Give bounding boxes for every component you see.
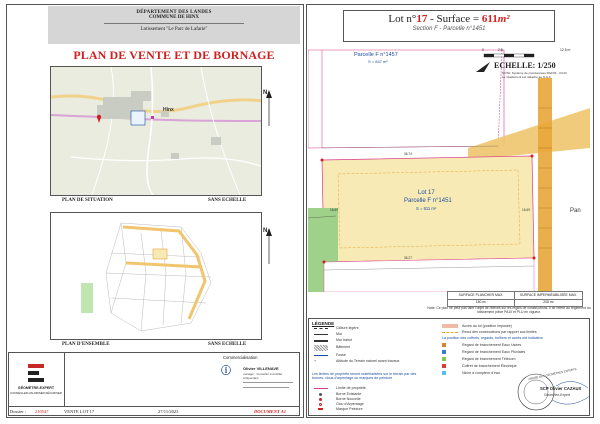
dim-top: 36.74	[404, 152, 412, 156]
lot-area: S = 611 m²	[416, 206, 437, 211]
surface-label: - Surface =	[427, 13, 482, 25]
legend-marker: Marque Peinture	[336, 407, 363, 411]
lot-label: VENTE LOT 17	[64, 409, 95, 414]
plan-note: Note: Ce plan ne peut pas faire l'objet de relevés sur les règles de constructions. Il se réfère au règlement du lotissement pièce PA10 et PLU en vigueur.	[427, 306, 591, 314]
table-cell-1: 150 m²	[448, 299, 515, 306]
contact-line	[243, 382, 293, 383]
ensemble-caption-left: PLAN D'ENSEMBLE	[62, 342, 110, 347]
date-value: 27/11/2023	[158, 409, 179, 414]
parcel-label: Parcelle F n°1451	[404, 198, 452, 204]
stamp-line-3: Géomètre-Expert	[544, 393, 571, 397]
legend-right-item: Regard de branchement Eaux Usées	[462, 343, 522, 347]
contact-line	[243, 387, 289, 388]
legend-boundary-swatch	[314, 388, 328, 389]
legend-marker: Borne Nouvelle	[336, 397, 361, 401]
table-cell-2: 208 m²	[543, 300, 554, 304]
legend-water-meter-icon	[442, 371, 446, 375]
legend-item: Bâtiment	[336, 345, 351, 349]
legend-item: Altitude du Terrain naturel avant travaux	[336, 359, 400, 363]
legend-right-item: Niche à compteur d'eau	[462, 371, 500, 375]
north-label: N	[263, 228, 268, 234]
commune-text: COMMUNE DE HINX	[149, 15, 199, 20]
scale-note-2: Le nivellement est rattaché au N.G.F.	[502, 75, 552, 79]
scale-tick-1: 2.5	[498, 48, 503, 52]
legend-paint-icon	[318, 408, 323, 410]
scale-note-1: NOTA: Système de coordonnées RGF93 - CC43	[502, 71, 567, 75]
legend-right-item: Recul des constructions par rapport aux limites	[462, 330, 537, 334]
stamp-line-2: SCP Olivier CAZAUX	[540, 386, 582, 391]
dim-right: 16.69	[522, 208, 530, 212]
legend-setback-swatch	[442, 332, 458, 334]
scale-label: ECHELLE: 1/250	[494, 61, 556, 70]
legend-rainwater-icon	[442, 350, 446, 354]
geometre-stamp	[512, 366, 592, 414]
surface-value: 611	[481, 13, 498, 25]
legend-marker-list	[312, 386, 422, 416]
scale-tick-0: 0	[482, 48, 484, 52]
lot-prefix: Lot n°	[388, 13, 417, 25]
legend-item: Mur	[336, 332, 343, 336]
legend-right-item: Coffret de branchement Électrique	[462, 364, 517, 368]
legend-altitude-symbol: +	[314, 359, 317, 363]
legend-access-swatch	[442, 324, 458, 328]
legend-right-item: Regard de branchement Télécom	[462, 357, 516, 361]
legend-low-wall-swatch	[314, 340, 328, 342]
dossier-label: Dossier :	[10, 409, 27, 414]
legend-position-note: La position des coffrets, regards, boîtiers et accès est indicative	[442, 336, 544, 340]
legend-right-item: Regard de branchement Eaux Pluviales	[462, 350, 526, 354]
legend-marker: Borne Existante	[336, 392, 362, 396]
dossier-value: 210547	[35, 409, 49, 414]
header-box	[48, 6, 300, 44]
legend-item: Clôture légère	[336, 326, 359, 330]
legend-item: Fossé	[336, 353, 346, 357]
lot-number: 17	[416, 13, 428, 25]
surface-unit: m²	[497, 13, 510, 25]
legend-electric-icon	[442, 364, 446, 368]
situation-map[interactable]	[50, 66, 262, 196]
north-label: N	[263, 90, 268, 96]
agent-name: Olivier VILLENAVE	[243, 366, 279, 371]
situation-map-drawing	[51, 67, 262, 196]
legend-title: LÉGENDE	[312, 321, 335, 326]
ensemble-caption-right: SANS ECHELLE	[208, 342, 247, 347]
cadastral-plan[interactable]	[308, 48, 590, 292]
legend-nail-icon	[319, 403, 322, 406]
commercial-heading: Commercialisation	[223, 355, 258, 360]
iad-logo-icon: ⓘ	[221, 366, 231, 377]
logo-tagline: CONSEILLER-VALORISER-SÉCURISER	[10, 391, 62, 395]
parcel-1457-label: Parcelle F n°1457	[354, 52, 398, 58]
town-label: Hinx	[163, 107, 174, 113]
department-text: DÉPARTEMENT DES LANDES	[136, 10, 212, 15]
pan-label: Pan	[570, 208, 581, 214]
commercial-box	[215, 352, 300, 406]
dim-bottom: 36.27	[404, 256, 412, 260]
lotissement-text: Lotissement "Le Parc de Lafarie"	[140, 27, 208, 32]
surface-table	[447, 291, 583, 307]
logo-box	[8, 352, 65, 406]
ensemble-map-drawing	[51, 213, 262, 340]
lot-label: Lot 17	[418, 190, 435, 196]
situation-caption-right: SANS ECHELLE	[208, 198, 247, 203]
section-text: Section F - Parcelle n°1451	[412, 26, 486, 32]
legend-right-item: Accès au lot (position imposée)	[462, 324, 512, 328]
geometre-logo-icon	[28, 364, 44, 382]
legend-telecom-icon	[442, 357, 446, 361]
scale-tick-2: 12.5 m	[560, 48, 571, 52]
legend-building-swatch	[314, 345, 328, 351]
dim-left: 16.69	[330, 208, 338, 212]
north-arrow-situation	[264, 90, 274, 128]
ensemble-map[interactable]	[50, 212, 262, 340]
logo-name: GÉOMÈTRE-EXPERT	[17, 386, 55, 390]
north-arrow-ensemble	[264, 228, 274, 266]
document-label: DOCUMENT A1	[254, 409, 286, 414]
table-header-1: SURFACE PLANCHER MAX.	[448, 292, 515, 300]
table-header-2: SURFACE IMPERMÉABILISÉE MAX.	[515, 292, 582, 300]
agent-role: manager · Conseiller immobilier indépendant	[243, 372, 283, 380]
parcel-1457-area: S = 847 m²	[368, 59, 388, 64]
legend-wall-swatch	[314, 334, 328, 335]
legend-boundary-text: Les limites de propriété seront matérialisées sur le terrain par des bornes, clous d'arpentage ou marques de peinture	[312, 372, 417, 380]
footer-info-row	[8, 406, 300, 417]
cadastral-plan-drawing	[308, 48, 590, 292]
stamp-line-1: ORDRE DES GÉOMÈTRES EXPERTS	[528, 366, 577, 382]
legend-wastewater-icon	[442, 343, 446, 347]
legend-fence-swatch	[314, 328, 328, 331]
situation-caption-left: PLAN DE SITUATION	[62, 198, 113, 203]
header-divider	[104, 23, 244, 24]
main-title: PLAN DE VENTE ET DE BORNAGE	[73, 48, 275, 62]
legend-ditch-swatch	[314, 355, 328, 358]
legend-marker: Clou d'Arpentage	[336, 402, 364, 406]
plan-title-box	[343, 10, 555, 42]
legend-marker: Limite de propriété	[336, 386, 366, 390]
legend-item: Mur bahut	[336, 338, 353, 342]
legend-existing-marker-icon	[319, 393, 322, 396]
legend-new-marker-icon	[319, 398, 322, 401]
lot-title	[344, 13, 554, 25]
